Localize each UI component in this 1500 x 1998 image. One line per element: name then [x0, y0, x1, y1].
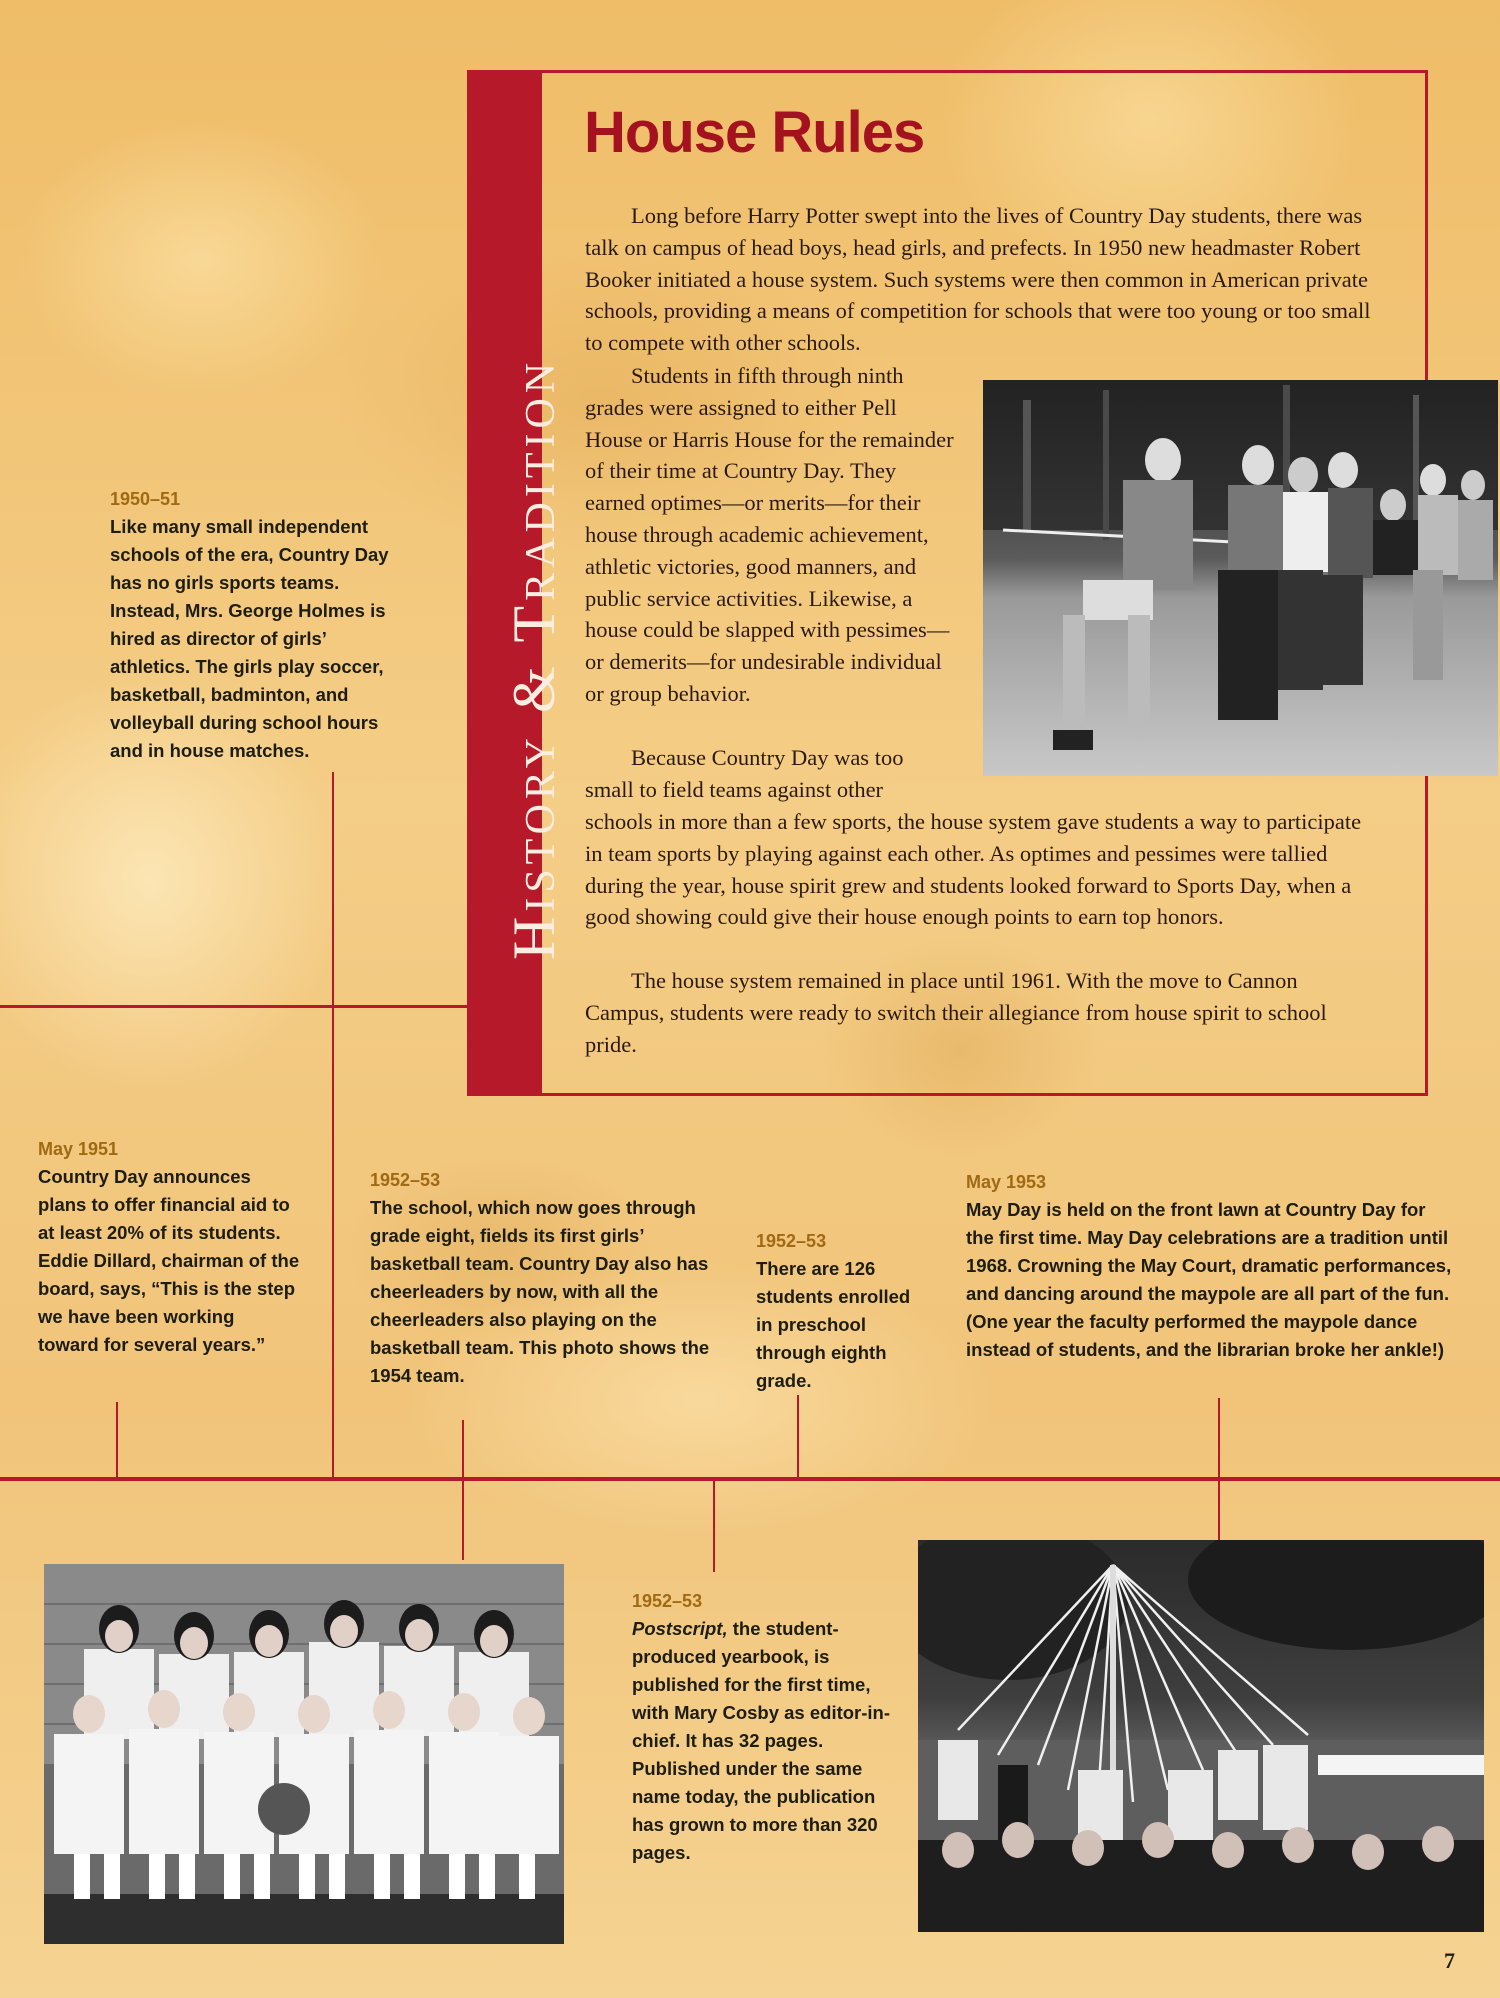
yearbook-text: the student-produced yearbook, is published for the first time, with Mary Cosby as editor-in-chief. It has 32 pages. Published under the same name today, the publication has grown to more than 320 pages. — [632, 1618, 891, 1863]
connector-1953 — [1218, 1398, 1220, 1540]
timeline-year-1953: May 1953 — [966, 1172, 1047, 1192]
article-paragraph-4: The house system remained in place until 1961. With the move to Cannon Campus, students were ready to switch their allegiance from house spirit to school pride. — [585, 968, 1327, 1057]
timeline-text-1950: Like many small independent schools of the era, Country Day has no girls sports teams. Instead, Mrs. George Holmes is hired as director of girls’ athletics. The girls play soccer, basketball, badminton, and volleyball during school hours and in house matches. — [110, 516, 389, 761]
timeline-text-1952-yearbook — [632, 1615, 894, 1867]
timeline-text-1952-enrollment: There are 126 students enrolled in preschool through eighth grade. — [756, 1258, 911, 1391]
article-paragraph-3-end: schools in more than a few sports, the house system gave students a way to participate in team sports by playing against each other. As optimes and pessimes were tallied during the year, house spirit grew and students looked forward to Sports Day, when a good showing could give their house enough points to earn top honors. — [585, 809, 1362, 930]
timeline-line-main — [0, 1477, 1500, 1481]
timeline-year-1950: 1950–51 — [110, 489, 181, 509]
timeline-text-1953: May Day is held on the front lawn at Country Day for the first time. May Day celebrations are a tradition until 1968. Crowning the May Court, dramatic performances, and dancing around the maypole are all part of the fun. (One year the faculty performed the maypole dance instead of students, and the librarian broke her ankle!) — [966, 1199, 1452, 1360]
timeline-text-1951: Country Day announces plans to offer financial aid to at least 20% of its students. Eddie Dillard, chairman of the board, says, “This is the step we have been working toward for several years.” — [38, 1166, 300, 1355]
article-paragraph-3-start: Because Country Day was too small to field teams against other — [585, 745, 904, 802]
section-label: History & Tradition — [501, 357, 567, 960]
timeline-line-upper — [0, 1005, 470, 1008]
connector-1952c — [713, 1480, 715, 1572]
page-number: 7 — [1444, 1948, 1455, 1973]
timeline-year-1952-basketball: 1952–53 — [370, 1170, 441, 1190]
connector-1951 — [116, 1402, 118, 1478]
photo-tug-of-war — [983, 380, 1498, 776]
article-title: House Rules — [584, 100, 925, 165]
yearbook-title: Postscript, — [632, 1618, 728, 1639]
timeline-year-1952-yearbook: 1952–53 — [632, 1591, 703, 1611]
connector-1952b — [797, 1395, 799, 1478]
timeline-year-1952-enrollment: 1952–53 — [756, 1231, 827, 1251]
timeline-text-1952-basketball: The school, which now goes through grade eight, fields its first girls’ basketball team. Country Day also has cheerleaders by now, with all the cheerleaders also playing on the basketball team. This photo shows the 1954 team. — [370, 1197, 710, 1386]
photo-maypole — [918, 1540, 1484, 1932]
photo-basketball-team — [44, 1564, 564, 1944]
connector-1952a — [462, 1420, 464, 1560]
article-paragraph-2: Students in fifth through ninth grades were assigned to either Pell House or Harris House for the remainder of their time at Country Day. They earned optimes—or merits—for their house through academic achievement, athletic victories, good manners, and public service activities. Likewise, a house could be slapped with pessimes—or demerits—for undesirable individual or group behavior. — [585, 363, 954, 706]
timeline-year-1951: May 1951 — [38, 1139, 119, 1159]
connector-1950 — [332, 772, 334, 1478]
article-paragraph-1: Long before Harry Potter swept into the lives of Country Day students, there was talk on campus of head boys, head girls, and prefects. In 1950 new headmaster Robert Booker initiated a house system. Such systems were then common in American private schools, providing a means of competition for schools that were too young or too small to compete with other schools. — [585, 203, 1371, 356]
